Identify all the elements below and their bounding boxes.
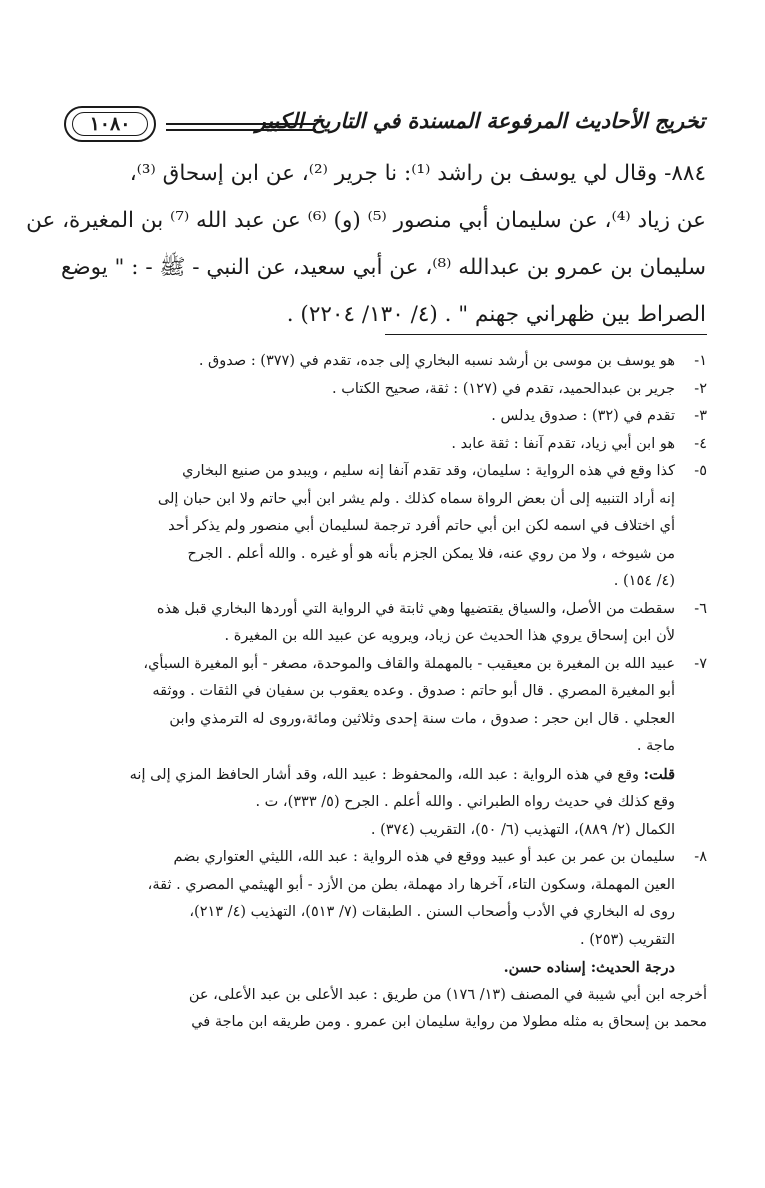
footnote-text: كذا وقع في هذه الرواية : سليمان، وقد تقدم آنفا إنه سليم ، ويبدو من صنيع البخاري xyxy=(182,463,675,479)
footnote-text: الكمال (٢/ ٨٨٩)، التهذيب (٦/ ٥٠)، التقريب (٣٧٤) . xyxy=(370,821,675,838)
hadith-line: سليمان بن عمرو بن عبدالله ⁽⁸⁾، عن أبي سعيد، عن النبي - ﷺ - : " يوضع xyxy=(60,255,706,280)
footnote xyxy=(62,596,707,651)
hadith-line: ٨٨٤- وقال لي يوسف بن راشد ⁽¹⁾: نا جرير ⁽²⁾، عن ابن إسحاق ⁽³⁾، xyxy=(129,161,706,186)
footnote-text: روى له البخاري في الأدب وأصحاب السنن . الطبقات (٧/ ٥١٣)، التهذيب (٤/ ٢١٣)، xyxy=(189,904,675,920)
footnote-number: ٦- xyxy=(694,600,707,617)
footnote xyxy=(62,348,707,376)
footnote-text: (٤/ ١٥٤) . xyxy=(613,573,675,589)
hadith-line: الصراط بين ظهراني جهنم " . (٤/ ١٣٠/ ٢٢٠٤) . xyxy=(286,302,706,327)
footnote-number: ١- xyxy=(694,353,707,369)
footnote-text: سقطت من الأصل، والسياق يقتضيها وهي ثابتة في الرواية التي أوردها البخاري قبل هذه xyxy=(156,600,675,617)
footnote-number: ٥- xyxy=(694,463,707,479)
page-header xyxy=(60,104,705,144)
footnote-number: ٢- xyxy=(694,380,707,397)
footnote xyxy=(62,844,707,954)
footnote-text: عبيد الله بن المغيرة بن معيقيب - بالمهملة والقاف والموحدة، مصغر - أبو المغيرة السبأي، xyxy=(143,655,675,672)
footnote-number: ٨- xyxy=(694,849,707,865)
footnote-remark xyxy=(62,761,707,845)
footnote-text: هو يوسف بن موسى بن أرشد نسبه البخاري إلى جده، تقدم في (٣٧٧) : صدوق . xyxy=(198,353,675,369)
running-title: تخريج الأحاديث المرفوعة المسندة في التاريخ الكبير xyxy=(255,108,705,133)
footnote-number: ٧- xyxy=(694,655,707,672)
footnote xyxy=(62,651,707,761)
footnote xyxy=(62,376,707,404)
page-number-frame xyxy=(64,106,156,142)
footnote-separator xyxy=(385,334,707,335)
footnote-text: إنه أراد التنبيه إلى أن بعض الرواة سماه كذلك . ولم يشر ابن أبي حاتم ولا ابن حبان إلى xyxy=(157,490,675,507)
footnote-text: جرير بن عبدالحميد، تقدم في (١٢٧) : ثقة، صحيح الكتاب . xyxy=(332,380,675,397)
footnote xyxy=(62,431,707,459)
remark-label: قلت: xyxy=(643,765,675,783)
page-number: ١٠٨٠ xyxy=(89,113,131,135)
footnote-text: التقريب (٢٥٣) . xyxy=(580,931,675,948)
footnote-text: سليمان بن عمر بن عبد أو عبيد ووقع في هذه الرواية : عبد الله، الليثي العتواري بضم xyxy=(173,849,675,865)
footnote-text: العين المهملة، وسكون التاء، آخرها راد مهملة، بطن من الأزد - أبو الهيثمي المصري . ثقة، xyxy=(147,876,675,893)
footnote-text: وقع في هذه الرواية : عبد الله، والمحفوظ : عبيد الله، وقد أشار الحافظ المزي إلى إنه xyxy=(129,766,640,783)
footnote-text: لأن ابن إسحاق يروي هذا الحديث عن زياد، ويرويه عن عبيد الله بن المغيرة . xyxy=(224,628,675,644)
hadith-grade xyxy=(62,954,707,1037)
footnote-number: ٣- xyxy=(694,408,707,424)
footnote-text: محمد بن إسحاق به مثله مطولا من رواية سليمان ابن عمرو . ومن طريقه ابن ماجة في xyxy=(191,1014,707,1030)
footnote-text: أي اختلاف في اسمه لكن ابن أبي حاتم أفرد ترجمة لسليمان أبي منصور ولم يذكر أحد xyxy=(168,518,675,534)
footnote-number: ٤- xyxy=(694,435,707,452)
hadith-grade-heading: درجة الحديث: إسناده حسن. xyxy=(503,959,675,976)
footnote xyxy=(62,403,707,431)
footnote-text: من شيوخه ، ولا من روي عنه، فلا يمكن الجزم بأنه هو أو غيره . والله أعلم . الجرح xyxy=(187,545,675,562)
footnotes xyxy=(62,348,707,1037)
footnote-text: ماجة . xyxy=(636,738,675,754)
footnote-text: وقع كذلك في حديث رواه الطبراني . والله أعلم . الجرح (٥/ ٣٣٣)، ت . xyxy=(255,794,675,810)
footnote-text: أخرجه ابن أبي شيبة في المصنف (١٣/ ١٧٦) من طريق : عبد الأعلى بن عبد الأعلى، عن xyxy=(188,986,707,1003)
footnote-text: أبو المغيرة المصري . قال أبو حاتم : صدوق . وعده يعقوب بن سفيان في الثقات . ووثقه xyxy=(152,683,675,699)
hadith-line: عن زياد ⁽⁴⁾، عن سليمان أبي منصور ⁽⁵⁾ (و) ⁽⁶⁾ عن عبد الله ⁽⁷⁾ بن المغيرة، عن xyxy=(26,208,706,233)
footnote-text: تقدم في (٣٢) : صدوق يدلس . xyxy=(491,408,675,424)
footnote xyxy=(62,458,707,596)
footnote-text: هو ابن أبي زياد، تقدم آنفا : ثقة عابد . xyxy=(451,435,675,452)
footnote-text: العجلي . قال ابن حجر : صدوق ، مات سنة إحدى وثلاثين ومائة،وروى له الترمذي وابن xyxy=(169,710,675,727)
hadith-text xyxy=(26,150,706,338)
